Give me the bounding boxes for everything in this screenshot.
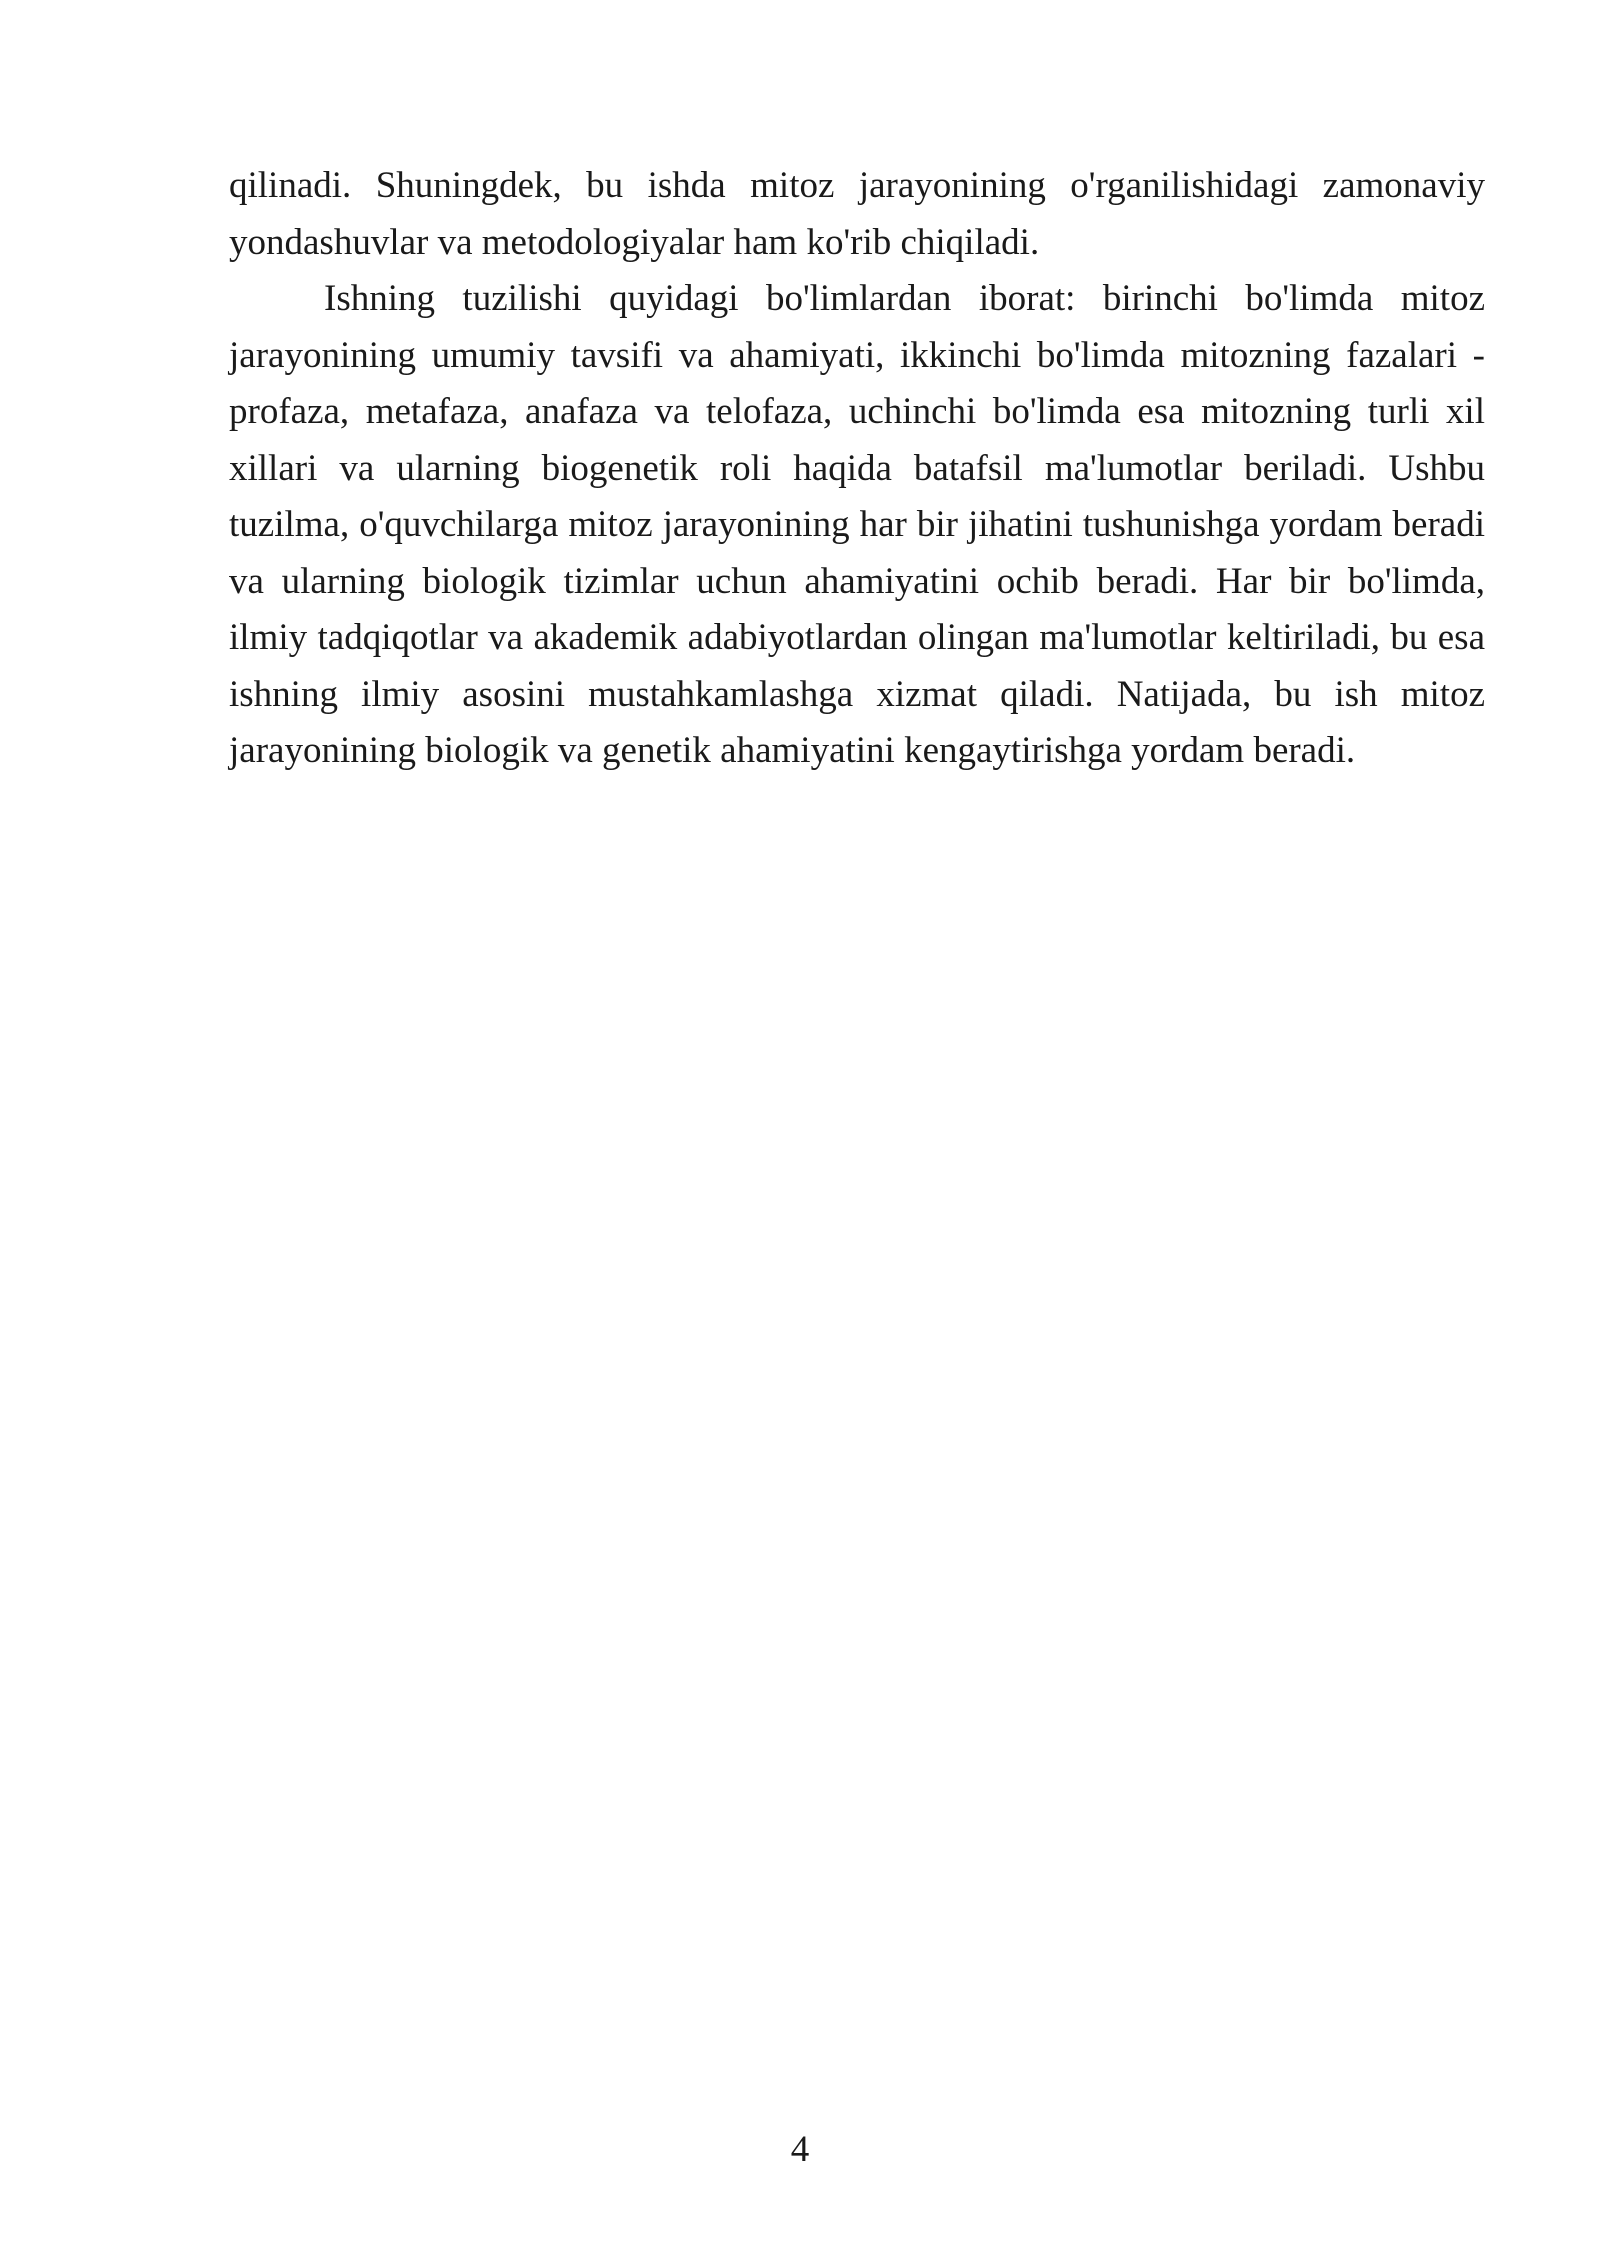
paragraph-continuation: qilinadi. Shuningdek, bu ishda mitoz jarayonining o'rganilishidagi zamonaviy yondashuvlar va metodologiyalar ham ko'rib chiqiladi. <box>229 165 1485 263</box>
paragraph-structure: Ishning tuzilishi quyidagi bo'limlardan iborat: birinchi bo'limda mitoz jarayonining umumiy tavsifi va ahamiyati, ikkinchi bo'limda mitozning fazalari - profaza, metafaza, anafaza va telofaza, uchinchi bo'limda esa mitozning turli xil xillari va ularning biogenetik roli haqida batafsil ma'lumotlar beriladi. Ushbu tuzilma, o'quvchilarga mitoz jarayonining har bir jihatini tushunishga yordam beradi va ularning biologik tizimlar uchun ahamiyatini ochib beradi. Har bir bo'limda, ilmiy tadqiqotlar va akademik adabiyotlardan olingan ma'lumotlar keltiriladi, bu esa ishning ilmiy asosini mustahkamlashga xizmat qiladi. Natijada, bu ish mitoz jarayonining biologik va genetik ahamiyatini kengaytirishga yordam beradi. <box>229 278 1485 771</box>
page-number: 4 <box>790 2129 810 2170</box>
body-text <box>229 158 1485 780</box>
